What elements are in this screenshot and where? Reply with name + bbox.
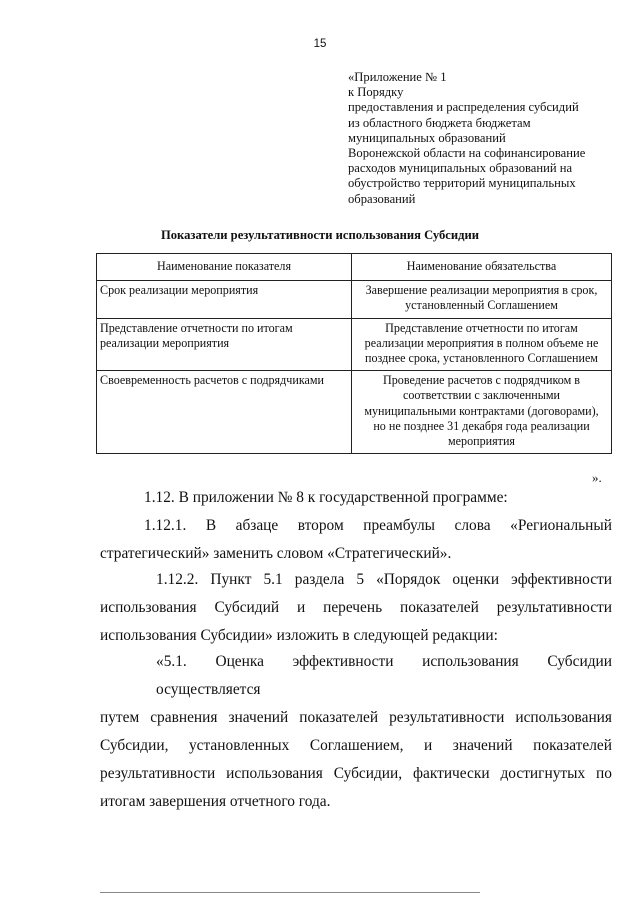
table-title: Показатели результативности использования Субсидии [160,228,480,242]
cell-line: Представление отчетности по итогам [100,320,293,335]
header-obligation: Наименование обязательства [352,254,612,281]
paragraph-1-12 [100,484,612,512]
cell-line: Своевременность расчетов с подрядчиками [100,373,324,388]
annex-line: обустройство территорий муниципальных [348,176,576,191]
indicators-table [96,253,612,454]
annex-line: муниципальных образований [348,130,506,145]
paragraph-1-12-2 [100,566,612,650]
paragraph-line: результативности использования Субсидии, фактически достигнутых по [100,765,612,782]
paragraph-line: использования Субсидий и перечень показателей результативности [100,599,612,616]
cell-line: соответствии с заключенными [402,388,561,403]
indicator-cell [97,371,352,454]
annex-line: образований [348,191,416,206]
cell-line: Завершение реализации мероприятия в срок, [365,283,598,298]
paragraph-line: «5.1. Оценка эффективности использования Субсидии осуществляется [156,653,612,698]
table-row [97,318,612,371]
page-number: 15 [313,38,327,50]
cell-line: но не позднее 31 декабря года реализации [373,418,590,433]
footer-divider [100,892,480,893]
annex-line: «Приложение № 1 [348,70,447,84]
annex-line: Воронежской области на софинансирование [348,146,586,161]
table-row [97,281,612,318]
obligation-cell [352,318,612,371]
annex-reference [348,70,618,207]
annex-line: к Порядку [348,85,404,100]
annex-line: предоставления и распределения субсидий [348,100,579,115]
annex-line: из областного бюджета бюджетам [348,115,531,130]
paragraph-5-1 [100,648,612,816]
table-header-row [97,254,612,281]
cell-line: реализации мероприятия в полном объеме не [364,335,599,350]
paragraph-1-12-1 [100,512,612,568]
closing-quote: ». [592,470,602,485]
paragraph-line: Субсидии, установленных Соглашением, и значений показателей [100,737,612,754]
paragraph-line: 1.12. В приложении № 8 к государственной программе: [144,489,508,506]
paragraph-line: стратегический» заменить словом «Стратегический». [100,545,452,562]
header-indicator: Наименование показателя [97,254,352,281]
cell-line: муниципальными контрактами (договорами), [364,403,599,418]
indicator-cell [97,318,352,371]
indicator-cell [97,281,352,318]
paragraph-line: использования Субсидии» изложить в следующей редакции: [100,627,498,644]
paragraph-line: итогам завершения отчетного года. [100,793,331,810]
paragraph-line: путем сравнения значений показателей результативности использования [100,709,612,726]
cell-line: Представление отчетности по итогам [385,320,578,335]
cell-line: позднее срока, установленного Соглашением [365,351,598,366]
obligation-cell [352,371,612,454]
cell-line: Срок реализации мероприятия [100,283,259,298]
table-row [97,371,612,454]
cell-line: установленный Соглашением [405,298,558,313]
annex-line: расходов муниципальных образований на [348,161,573,176]
paragraph-line: 1.12.2. Пункт 5.1 раздела 5 «Порядок оценки эффективности [156,571,612,588]
cell-line: Проведение расчетов с подрядчиком в [383,373,580,388]
obligation-cell [352,281,612,318]
paragraph-line: 1.12.1. В абзаце втором преамбулы слова «Региональный [144,517,612,534]
cell-line: мероприятия [448,434,515,449]
cell-line: реализации мероприятия [100,335,230,350]
